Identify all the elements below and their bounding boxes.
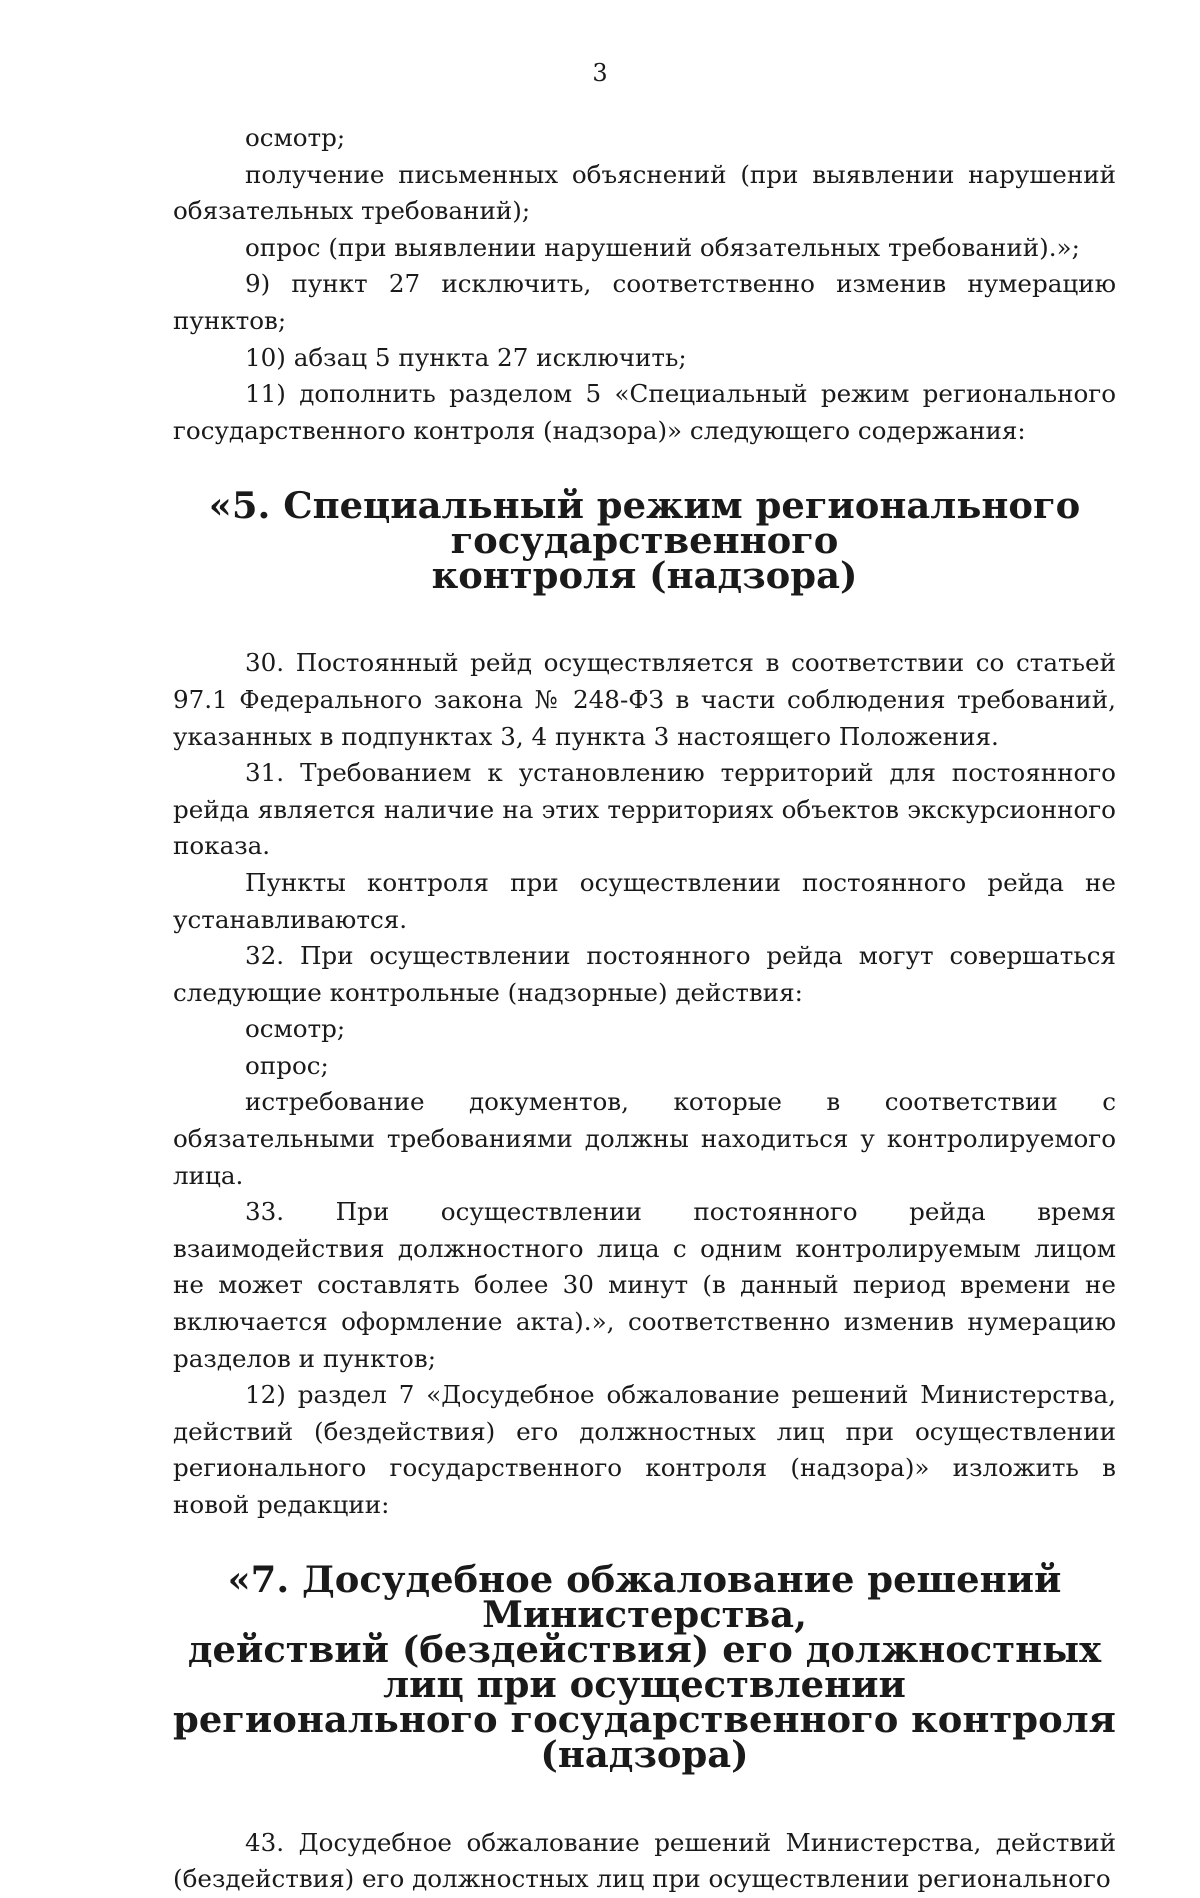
paragraph: истребование документов, которые в соответствии с обязательными требованиями должны находиться у контролируемого лица. (173, 1087, 1116, 1190)
paragraph: Пункты контроля при осуществлении постоянного рейда не устанавливаются. (173, 867, 1116, 934)
heading-line: действий (бездействия) его должностных лиц при осуществлении (187, 1626, 1102, 1706)
paragraph: 30. Постоянный рейд осуществляется в соответствии со статьей 97.1 Федерального закона № 248-ФЗ в части соблюдения требований, указанных в подпунктах 3, 4 пункта 3 настоящего Положения. (173, 648, 1116, 751)
page-number: 3 (592, 59, 608, 87)
section-heading-5 (173, 483, 1116, 598)
paragraph: осмотр; (245, 123, 346, 152)
paragraph: 31. Требованием к установлению территорий для постоянного рейда является наличие на этих территориях объектов экскурсионного показа. (173, 758, 1116, 861)
paragraph: 11) дополнить разделом 5 «Специальный режим регионального государственного контроля (надзора)» следующего содержания: (173, 379, 1116, 445)
paragraph: 12) раздел 7 «Досудебное обжалование решений Министерства, действий (бездействия) его должностных лиц при осуществлении регионального государственного контроля (надзора)» изложить в новой редакции: (173, 1380, 1116, 1519)
paragraph: опрос; (245, 1050, 329, 1080)
paragraph: опрос (при выявлении нарушений обязательных требований).»; (245, 232, 1080, 262)
paragraph: 9) пункт 27 исключить, соответственно изменив нумерацию пунктов; (173, 269, 1116, 335)
paragraph: осмотр; (245, 1014, 346, 1044)
paragraph: получение письменных объяснений (при выявлении нарушений обязательных требований); (173, 159, 1116, 226)
paragraph: 33. При осуществлении постоянного рейда время взаимодействия должностного лица с одним контролируемым лицом не может составлять более 30 минут (в данный период времени не включается оформление акта).», соответственно изменив нумерацию разделов и пунктов; (173, 1197, 1116, 1373)
paragraph: 10) абзац 5 пункта 27 исключить; (245, 342, 687, 372)
heading-line: «5. Специальный режим регионального государственного (208, 483, 1081, 563)
document-body (173, 120, 1116, 1898)
paragraph: 32. При осуществлении постоянного рейда могут совершаться следующие контрольные (надзорные) действия: (173, 941, 1116, 1007)
paragraph: 43. Досудебное обжалование решений Министерства, действий (бездействия) его должностных лиц при осуществлении регионального (173, 1827, 1116, 1894)
heading-line: контроля (надзора) (431, 553, 858, 598)
heading-line: «7. Досудебное обжалование решений Министерства, (227, 1556, 1062, 1636)
section-heading-7 (173, 1556, 1116, 1776)
heading-line: регионального государственного контроля (надзора) (173, 1696, 1116, 1776)
